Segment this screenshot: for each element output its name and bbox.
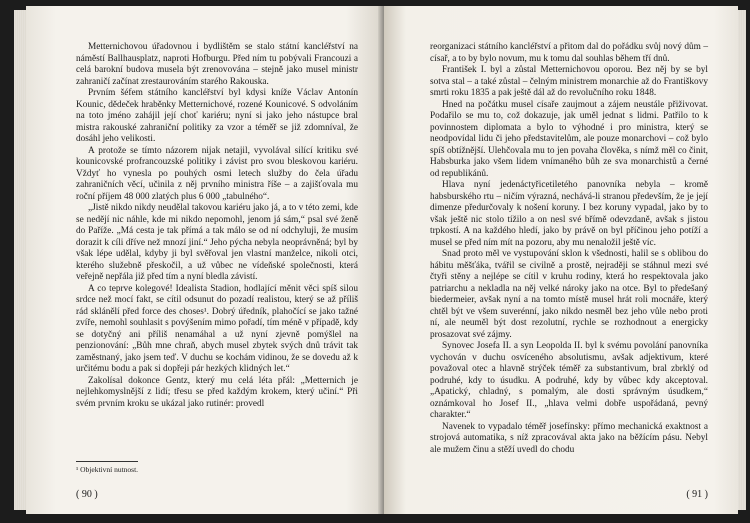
- left-paragraph: Zakolísal dokonce Gentz, který mu celá léta přál: „Metternich je nejlehkomyslnější z lidí; třesu se před každým krokem, který učiní.“ Při svém prvním kroku se ukázal jako rutinér: provedl: [76, 375, 358, 409]
- left-paragraph: Prvním šéfem státního kancléřství byl kdysi kníže Václav Antonín Kounic, dědeček hraběnky Metternichové, rozené Kounicové. S odvoláním na toto jméno zahájil její choť kariéru; nyní si jako jeho nástupce bral mistra rakouské zahraniční politiky za vzor a téměř se již zdomníval, že dosáhl jeho velikosti.: [76, 88, 358, 144]
- right-paragraph: Hlava nyní jedenáctyřicetiletého panovníka nebyla – kromě habsburského rtu – ničím výrazná, nechává-li stranou především, že je její dimenze předurčovaly k nošení koruny. I bez koruny vypadal, jako by to však ještě nic stolo tížilo a on nesl své břímě odevzdaně, avšak s jistou trpkostí. A na každého hledí, jako by právě on byl příčinou jeho potíží a musel se před ním mít na pozoru, aby mu nenaložil ještě víc.: [430, 180, 708, 248]
- right-paragraph: Synovec Josefa II. a syn Leopolda II. byl k svému povolání panovníka vychován v duchu osvíceného absolutismu, avšak adjektivum, které považoval otec a hlavně strýček téměř za substantivum, bral zbrklý od podruhé, kdy to úsudku. A podruhé, kdy by vůbec kdy akceptoval. „Apatický, chladný, s pomalým, ale dosti správným úsudkem,“ oznámkoval ho Josef II., „hlava velmi dobře uspořádaná, pevný charakter.“: [430, 341, 708, 420]
- page-number-right: ( 91 ): [686, 489, 708, 500]
- page-number-left: ( 90 ): [76, 489, 98, 500]
- right-paragraph: Navenek to vypadalo téměř josefínsky: přímo mechanická exaktnost a strojová automatika, s níž zpracovával akta jako na běžícím pásu. Nebyl ale mužem činu a stěží uvedl do chodu: [430, 421, 708, 455]
- left-paragraph: „Jistě nikdo nikdy neudělal takovou kariéru jako já, a to v této zemi, kde se nedějí nic náhle, kde mi nikdo nepomohl, jenom já sám,“ psal své ženě do Paříže. „Má cesta je tak přímá a tak málo se od ní odchyluji, že musím dorazit k cíli dříve než mnozí jiní.“ Jeho pýcha nebyla neoprávněná; byl by však lépe udělal, kdyby ji byl svěřoval jen vlastní manželce, nikoli otci, kterého služebně přeskočil, a už vůbec ne vídeňské společnosti, která veřejně nepřála již před tím a nyní bledla závistí.: [76, 203, 358, 282]
- right-page: [384, 6, 738, 514]
- right-paragraph: reorganizaci státního kancléřství a přitom dal do pořádku svůj nový dům – císař, a to by bylo novum, mu k tomu dal souhlas během tří dnů.: [430, 42, 708, 64]
- right-paragraph: František I. byl a zůstal Metternichovou oporou. Bez něj by se byl sotva stal – a také zůstal – čelným ministrem monarchie až do Františkovy smrti roku 1835 a pak ještě dál až do revolučního roku 1848.: [430, 65, 708, 98]
- left-paragraph: A co teprve kolegové! Idealista Stadion, hodlající měnit věci spíš silou srdce než mocí fakt, se cítil odsunut do pozadí realistou, který se až příliš rád sklánělí před force des choses¹. Dobrý úředník, plahočící se jako tažné zvíře, nemohl souhlasit s povýšením mimo pořadí, tím méně v případě, kdy se dotyčný ani příliš nenamáhal a už nyní zjevně pomýšlel na penzionování: „Bůh mne chraň, abych musel zbytek svých dnů trávit tak zaměstnaný, jako jsem teď. V duchu se kochám vidinou, že se dovedu až k určitému bodu a pak si dopřeji pár hezkých klidných let.“: [76, 283, 358, 374]
- footnote-block: [76, 455, 356, 474]
- right-paragraph: Snad proto měl ve vystupování sklon k všednosti, halil se s oblibou do hábitu měšťáka, tvářil se civilně a prostě, nejraději se stáhnul mezi své čtyři stěny a nejlépe se cítil v kruhu rodiny, která ho respektovala jako patriarchu a nekladla na něj velké nároky jako na otce. Byl to předešaný biedermeier, avšak nyní a na tomto místě musel hrát roli mocnáře, který chtěl být ve všem suverénní, jako nikdo nesměl bez jeho vůle nebo proti ní, ale neuměl být dost rezolutní, rychle se rozhodnout a energicky prosazovat své zájmy.: [430, 249, 708, 340]
- footnote-rule: [76, 461, 138, 462]
- left-paragraph: Metternichovou úřadovnou i bydlištěm se stalo státní kancléřství na náměstí Ballhausplatz, naproti Hofburgu. Před ním tu pobývali Francouzi a celá barokní budova musela být zrenovována – stejně jako musel ministr zahraničí začínat zrestaurováním starého Rakouska.: [76, 42, 358, 87]
- footnote: ¹ Objektivní nutnost.: [76, 465, 139, 474]
- right-paragraph: Hned na počátku musel císaře zaujmout a zájem neustále přiživovat. Podařilo se mu to, což dokazuje, jak uměl jednat s lidmi. Patřilo to k povinnostem diplomata a bylo to výhodné i pro ministra, který se neodpovídal lidu či jeho představitelům, ale pouze monarchovi – což bylo spíš obtížnější. Ulehčovala mu to jen povaha člověka, s nímž měl co činit, Habsburka jako všem lidem vnímaného bůh ze sva monarchistů a černé od republikánů.: [430, 99, 708, 179]
- left-paragraph: A protože se tímto názorem nijak netajil, vyvolával silící kritiku své kounicovské profrancouzské politiky i závist pro svou bleskovou kariéru. Vždyť ho vynesla po pouhých osmi letech služby do čela úřadu zahraničních věcí, učinila z něj prvního ministra říše – a zajišťovala mu roční příjem 48 000 zlatých plus 6 000 „tabulného“.: [76, 145, 358, 202]
- left-page: [26, 6, 384, 514]
